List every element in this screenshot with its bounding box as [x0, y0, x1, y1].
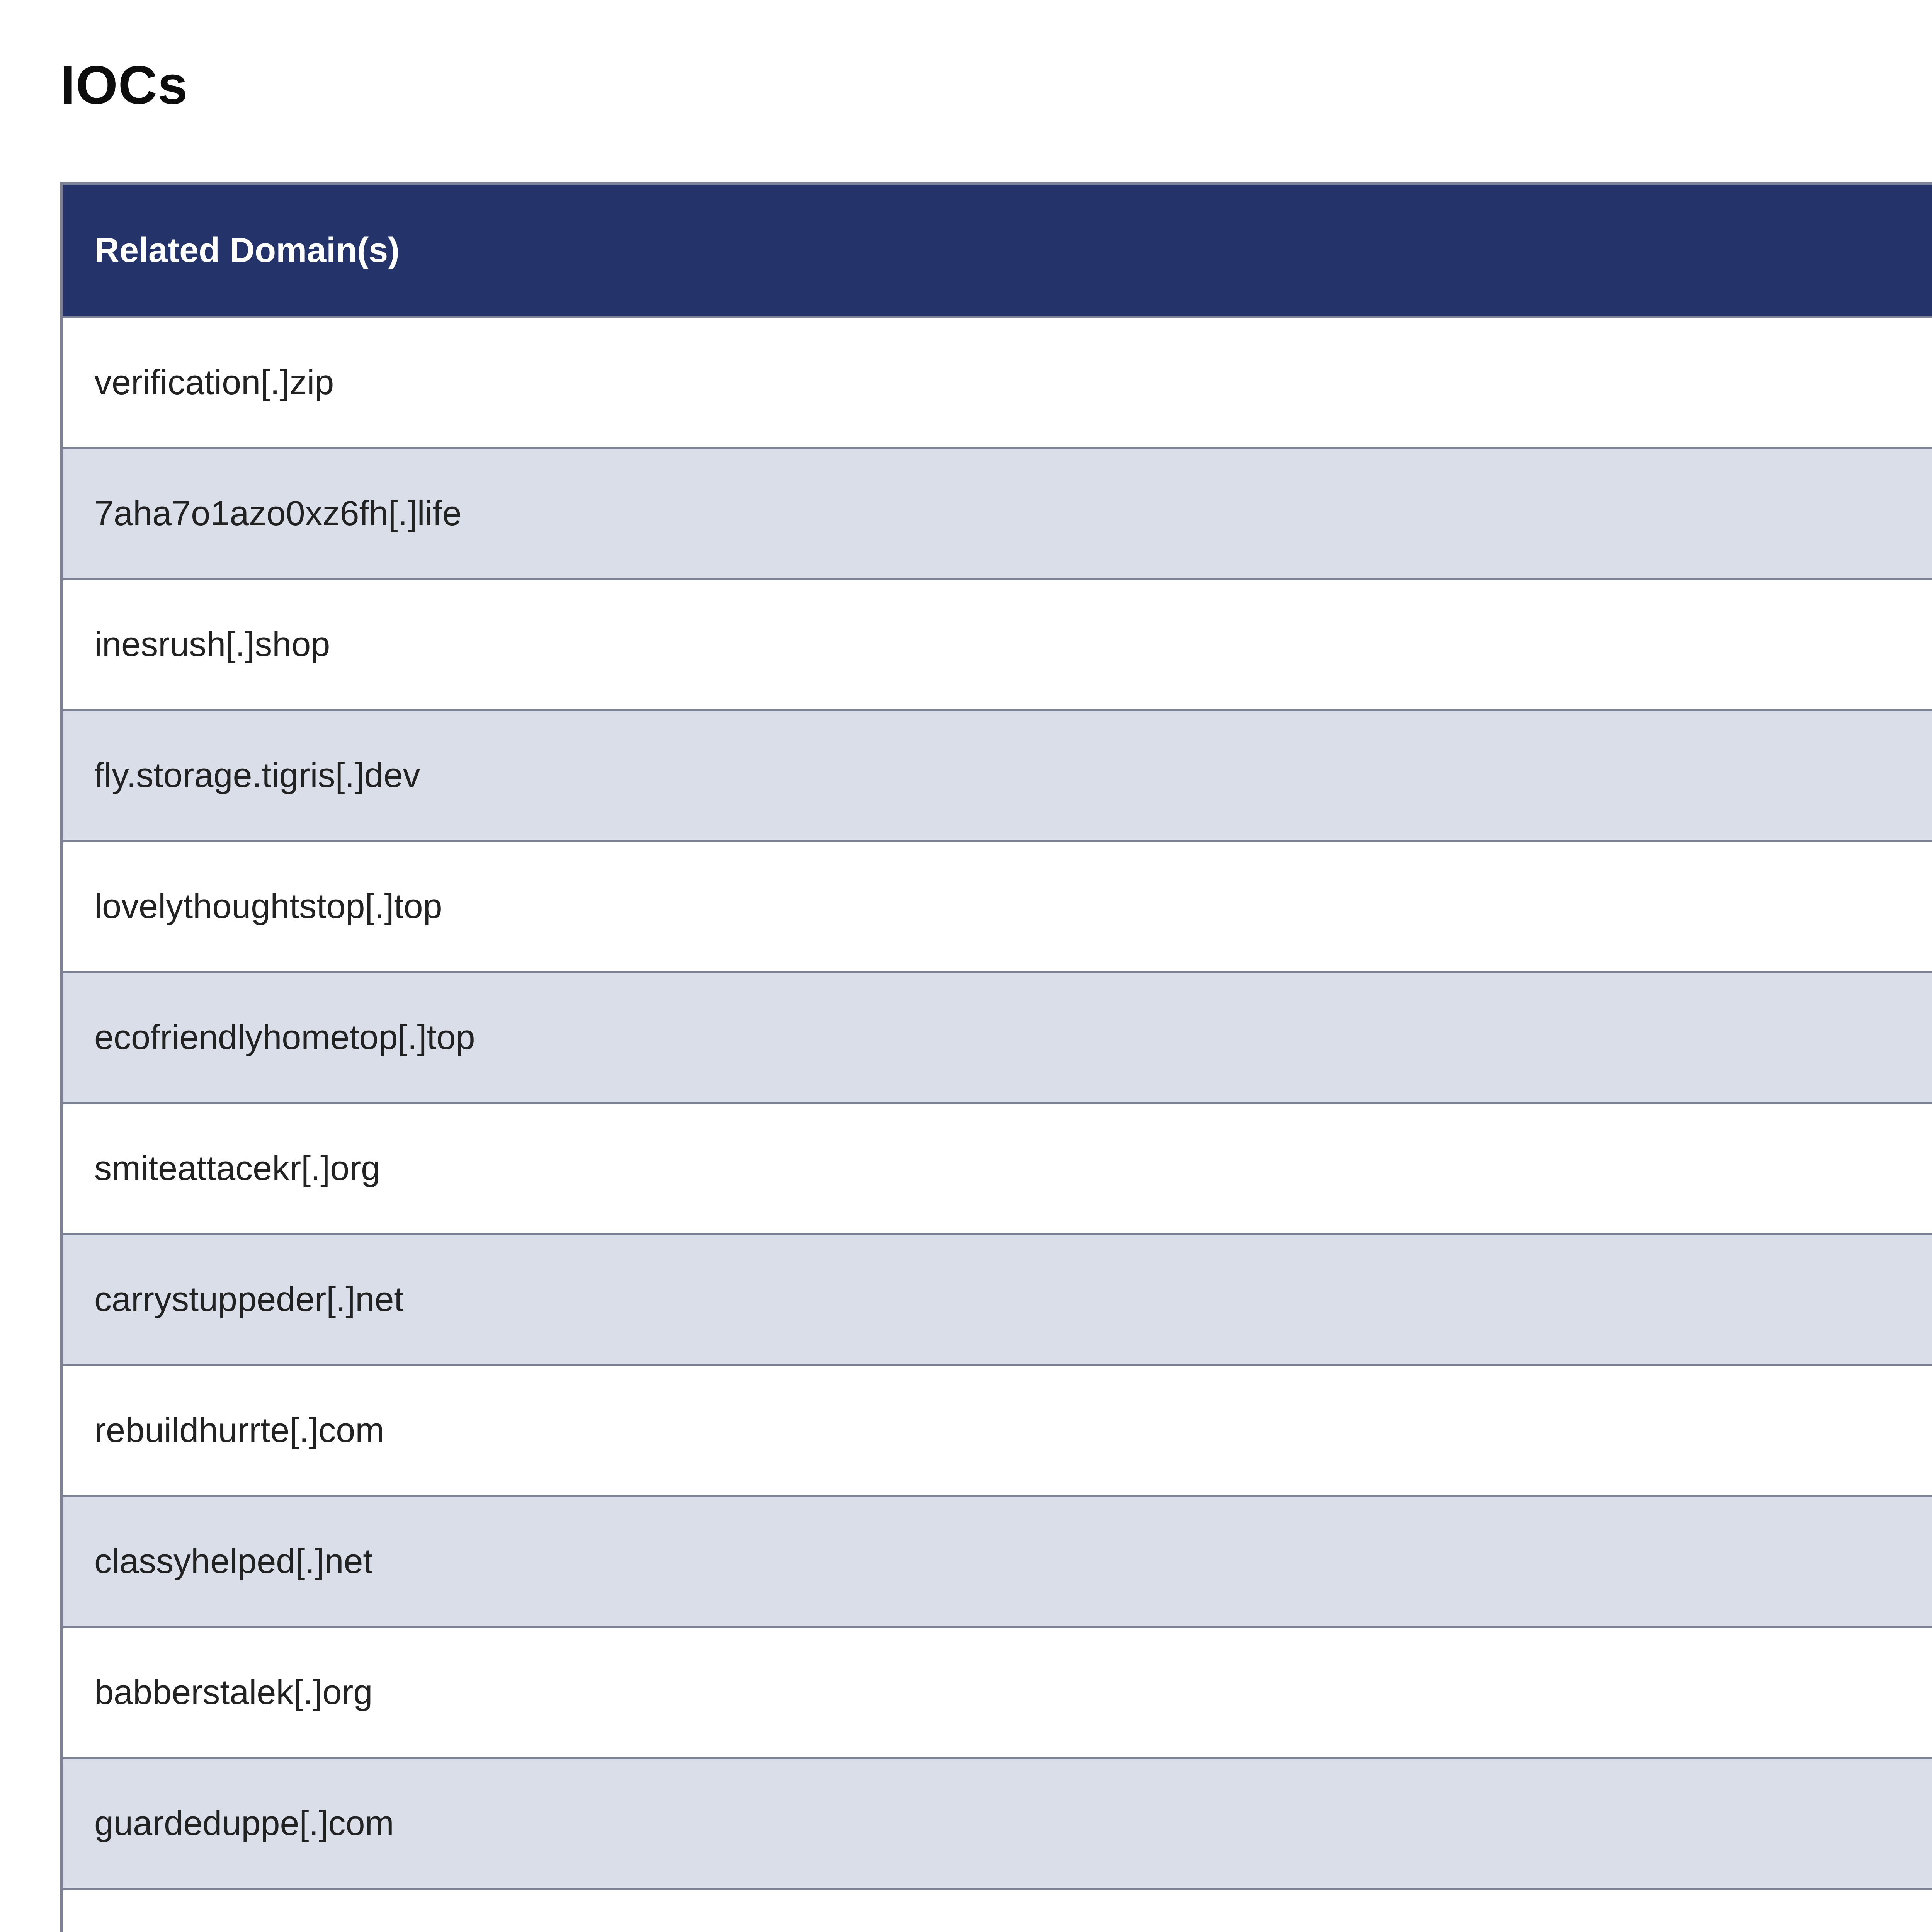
domain-cell: rebuildhurrte[.]com	[62, 1365, 1932, 1496]
domain-cell: inesrush[.]shop	[62, 579, 1932, 710]
table-row	[62, 1889, 1932, 1932]
domain-cell: babberstalek[.]org	[62, 1627, 1932, 1758]
domain-cell: lovelythoughtstop[.]top	[62, 841, 1932, 972]
table-row	[62, 1103, 1932, 1234]
table-row	[62, 1234, 1932, 1365]
table-row	[62, 972, 1932, 1103]
domain-cell: fly.storage.tigris[.]dev	[62, 710, 1932, 841]
table-row	[62, 579, 1932, 710]
table-row	[62, 1627, 1932, 1758]
table-row	[62, 448, 1932, 579]
table-body	[62, 317, 1932, 1932]
table-row	[62, 710, 1932, 841]
domain-cell: guardeduppe[.]com	[62, 1758, 1932, 1889]
table-row	[62, 1758, 1932, 1889]
page-title: IOCs	[60, 54, 188, 115]
table-row	[62, 841, 1932, 972]
domain-cell: ecofriendlyhometop[.]top	[62, 972, 1932, 1103]
column-header-related-domains: Related Domain(s)	[62, 183, 1932, 317]
domain-cell: classyhelped[.]net	[62, 1496, 1932, 1627]
ioc-table	[60, 182, 1932, 1932]
table-row	[62, 1365, 1932, 1496]
domain-cell	[62, 1889, 1932, 1932]
table-header-row	[62, 183, 1932, 317]
domain-cell: verification[.]zip	[62, 317, 1932, 448]
table-row	[62, 1496, 1932, 1627]
domain-cell: 7aha7o1azo0xz6fh[.]life	[62, 448, 1932, 579]
table-row	[62, 317, 1932, 448]
domain-cell: smiteattacekr[.]org	[62, 1103, 1932, 1234]
domain-cell: carrystuppeder[.]net	[62, 1234, 1932, 1365]
